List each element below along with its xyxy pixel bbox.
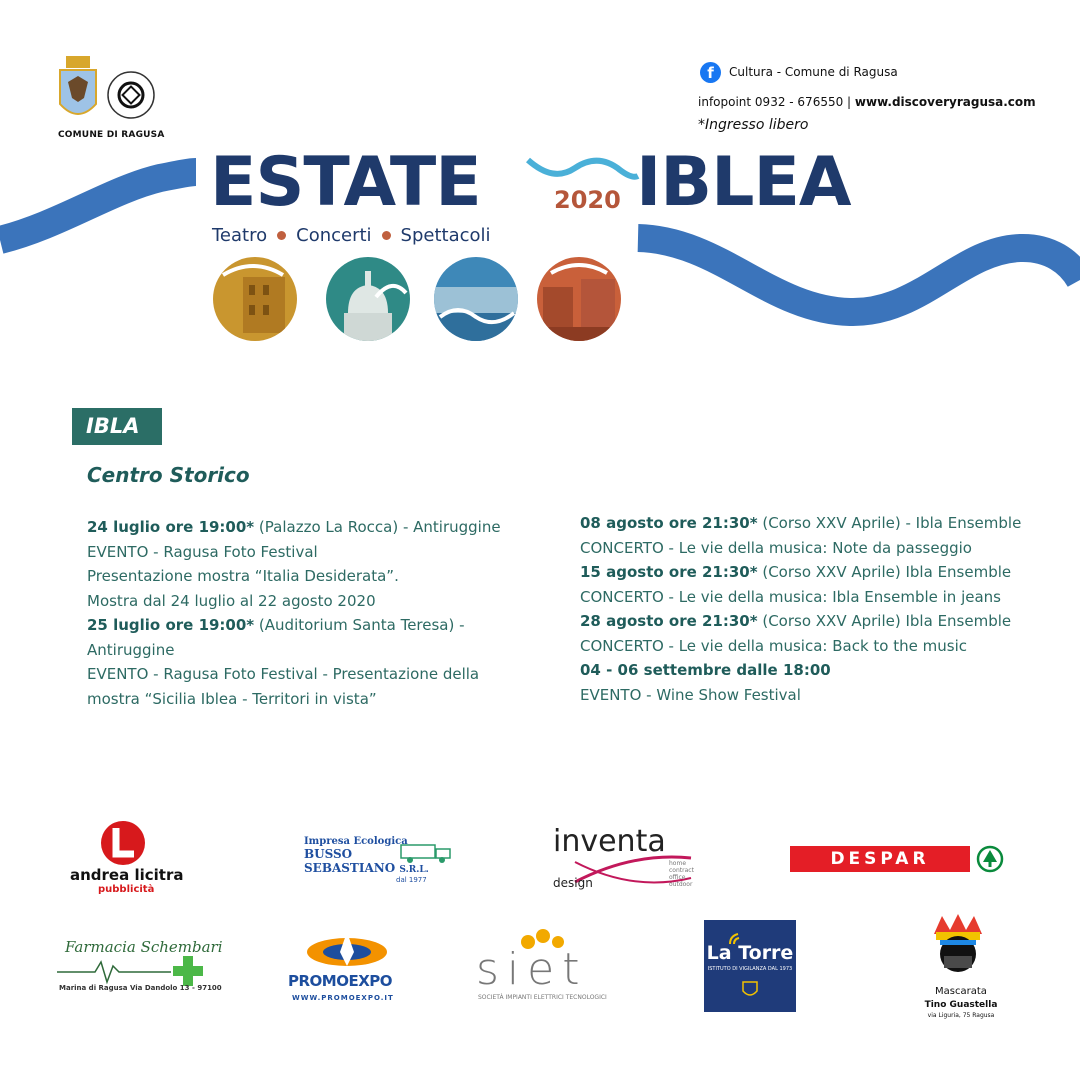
event-text: CONCERTO - Le vie della musica: Back to the music <box>580 636 967 655</box>
farmacia-address: Marina di Ragusa Via Dandolo 13 - 97100 <box>59 984 222 992</box>
mascarata-owner: Tino Guastella <box>924 1000 998 1010</box>
unesco-heritage-logo <box>106 70 156 120</box>
promoexpo-url: WWW.PROMOEXPO.IT <box>292 994 394 1002</box>
event-line <box>580 683 1060 708</box>
andrea-licitra-name: andrea licitra <box>70 866 184 884</box>
section-badge-ibla: IBLA <box>72 408 162 445</box>
mascarata-name: Mascarata <box>935 986 987 997</box>
event-text: mostra “Sicilia Iblea - Territori in vista” <box>87 689 377 708</box>
event-text: (Corso XXV Aprile) - Ibla Ensemble <box>757 514 1022 532</box>
event-date: 04 - 06 settembre dalle 18:00 <box>580 661 831 679</box>
busso-srl: S.R.L. <box>399 865 429 875</box>
event-text: (Corso XXV Aprile) Ibla Ensemble <box>757 612 1012 630</box>
photo-circle-square <box>434 257 518 341</box>
sponsor-inventa <box>553 824 703 892</box>
andrea-licitra-sub: pubblicità <box>98 884 155 895</box>
farmacia-heartbeat <box>55 956 215 986</box>
infopoint-line <box>698 95 1036 109</box>
title-estate: ESTATE <box>210 143 481 222</box>
bullet-dot <box>382 231 391 240</box>
event-line <box>87 589 527 614</box>
facebook-icon[interactable]: f <box>700 62 721 83</box>
free-entry-note: *Ingresso libero <box>698 117 809 133</box>
event-line <box>580 658 1060 683</box>
event-text: Presentazione mostra “Italia Desiderata”. <box>87 567 399 585</box>
section-subtitle: Centro Storico <box>87 463 250 487</box>
busso-year: dal 1977 <box>396 876 427 884</box>
sponsor-siet <box>476 928 616 1004</box>
sponsor-busso <box>304 836 454 888</box>
category-spettacoli: Spettacoli <box>400 225 491 246</box>
sponsor-andrea-licitra <box>70 820 184 900</box>
inventa-tags: home contract office outdoor <box>669 860 694 888</box>
busso-name: SEBASTIANO <box>304 861 396 875</box>
categories-line <box>212 225 491 246</box>
event-text: (Corso XXV Aprile) Ibla Ensemble <box>757 563 1012 581</box>
photo-circle-street <box>537 257 621 341</box>
event-text: Mostra dal 24 luglio al 22 agosto 2020 <box>87 591 376 610</box>
photo-circle-theatre <box>213 257 297 341</box>
event-text: EVENTO - Ragusa Foto Festival - Presentazione della <box>87 665 480 683</box>
category-concerti: Concerti <box>296 225 372 246</box>
event-line <box>580 609 1060 634</box>
event-date: 28 agosto ore 21:30* <box>580 612 758 630</box>
inventa-name: inventa <box>553 824 666 859</box>
mascarata-mask-figure <box>930 912 986 980</box>
event-line <box>87 613 527 638</box>
event-line <box>580 511 1060 536</box>
event-date: 08 agosto ore 21:30* <box>580 514 758 532</box>
website-link[interactable]: www.discoveryragusa.com <box>854 95 1036 109</box>
sponsor-promoexpo <box>288 930 403 1006</box>
event-text: CONCERTO - Le vie della musica: Note da passeggio <box>580 538 972 557</box>
infopoint-phone: infopoint 0932 - 676550 | <box>698 95 855 109</box>
facebook-page-text[interactable]: Cultura - Comune di Ragusa <box>729 65 898 79</box>
event-line <box>87 687 527 712</box>
category-teatro: Teatro <box>212 225 268 246</box>
busso-line2: BUSSO <box>304 847 353 861</box>
comune-label: COMUNE DI RAGUSA <box>58 130 165 140</box>
ragusa-coat-of-arms <box>58 56 98 124</box>
promoexpo-name: PROMOEXPO <box>288 972 393 990</box>
mascarata-address: via Liguria, 75 Ragusa <box>927 1012 995 1019</box>
event-text: (Auditorium Santa Teresa) - <box>254 616 465 634</box>
busso-line1: Impresa Ecologica <box>304 836 408 847</box>
despar-name: DESPAR <box>790 846 970 872</box>
event-text: (Palazzo La Rocca) - Antiruggine <box>254 518 501 536</box>
event-line <box>580 560 1060 585</box>
event-text: CONCERTO - Le vie della musica: Ibla Ensemble in jeans <box>580 587 1001 606</box>
event-date: 24 luglio ore 19:00* <box>87 518 255 536</box>
event-line <box>580 585 1060 610</box>
shield-icon <box>740 980 760 1000</box>
sponsor-farmacia-schembari <box>55 938 223 996</box>
farmacia-name: Farmacia Schembari <box>65 938 223 956</box>
sponsor-despar <box>790 844 1006 874</box>
event-line <box>87 564 527 589</box>
siet-sub: SOCIETÀ IMPIANTI ELETTRICI TECNOLOGICI <box>478 994 607 1001</box>
promoexpo-mark <box>302 930 392 970</box>
despar-tree-icon <box>976 845 1004 873</box>
event-line <box>87 515 527 540</box>
event-line <box>580 634 1060 659</box>
event-date: 25 luglio ore 19:00* <box>87 616 255 634</box>
events-left-column <box>87 515 527 711</box>
event-text: EVENTO - Ragusa Foto Festival <box>87 542 318 561</box>
title-year: 2020 <box>554 186 621 214</box>
latorre-sub: ISTITUTO DI VIGILANZA DAL 1973 <box>707 966 793 972</box>
bullet-dot <box>277 231 286 240</box>
event-line <box>87 638 527 663</box>
event-text: EVENTO - Wine Show Festival <box>580 685 801 704</box>
title-iblea: IBLEA <box>636 143 851 222</box>
inventa-design: design <box>553 876 593 890</box>
event-text: Antiruggine <box>87 640 175 659</box>
event-line <box>87 540 527 565</box>
event-line <box>87 662 527 687</box>
truck-icon <box>400 842 452 864</box>
event-date: 15 agosto ore 21:30* <box>580 563 758 581</box>
sponsor-mascarata <box>916 912 1006 1022</box>
andrea-licitra-mark <box>98 820 148 866</box>
events-right-column <box>580 511 1060 707</box>
photo-circle-cathedral <box>326 257 410 341</box>
event-line <box>580 536 1060 561</box>
signal-icon <box>728 930 744 946</box>
siet-name: siet <box>476 944 588 995</box>
latorre-name: La Torre <box>706 942 794 964</box>
sponsor-la-torre <box>704 920 796 1012</box>
